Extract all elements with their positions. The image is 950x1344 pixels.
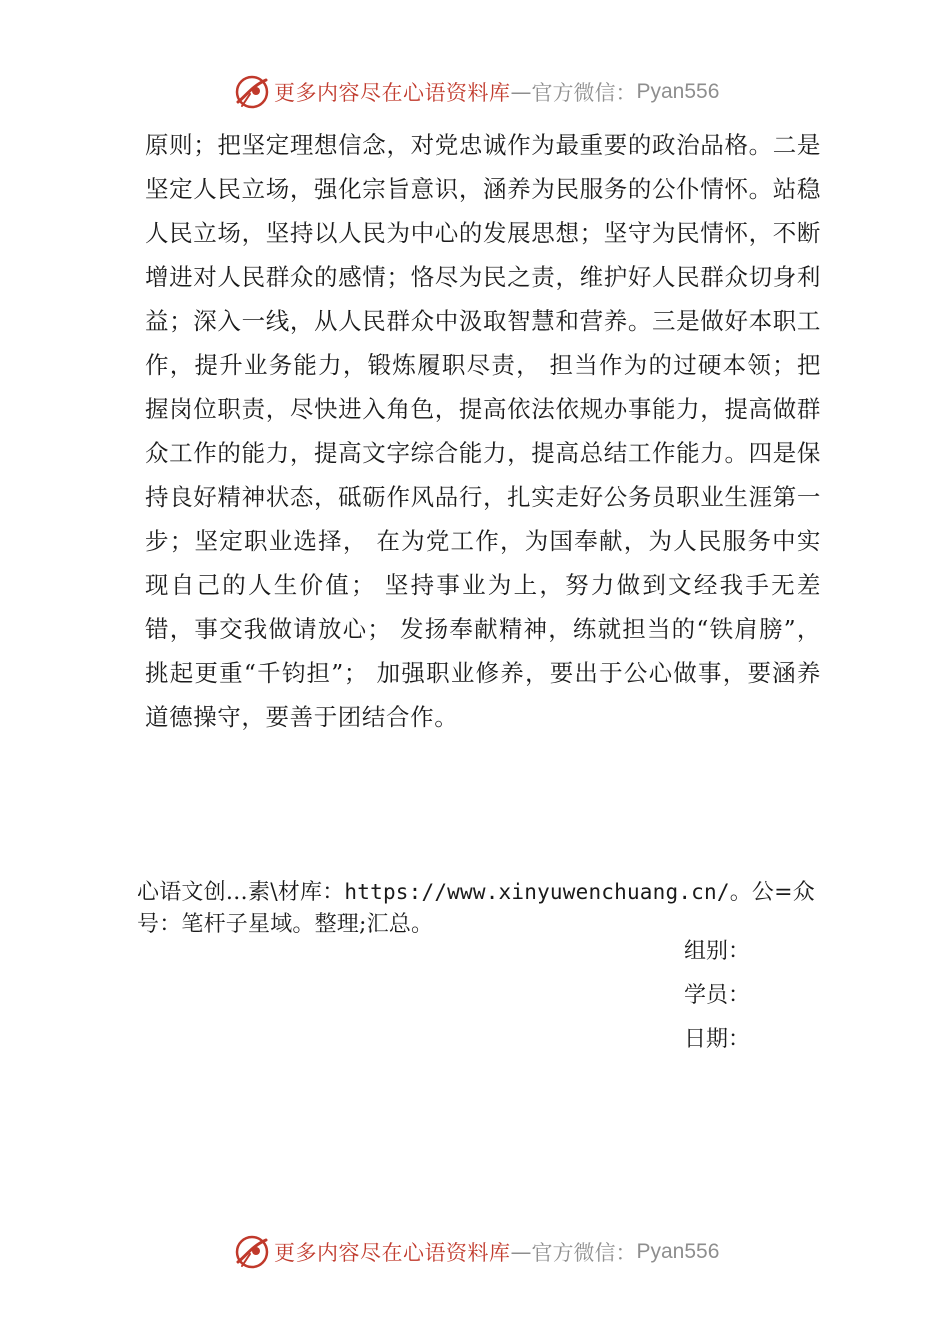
header-banner: [232, 72, 752, 112]
source-url: https://www.xinyuwenchuang.cn/: [344, 880, 730, 904]
banner-separator: —: [510, 1240, 532, 1264]
body-paragraph: 原则；把坚定理想信念，对党忠诚作为最重要的政治品格。二是坚定人民立场，强化宗旨意识，涵养为民服务的公仆情怀。站稳人民立场，坚持以人民为中心的发展思想；坚守为民情怀，不断增进对人民群众的感情；恪尽为民之责，维护好人民群众切身利益；深入一线，从人民群众中汲取智慧和营养。三是做好本职工作，提升业务能力，锻炼履职尽责， 担当作为的过硬本领；把握岗位职责，尽快进入角色，提高依法依规办事能力，提高做群众工作的能力，提高文字综合能力，提高总结工作能力。四是保持良好精神状态，砥砺作风品行，扎实走好公务员职业生涯第一步；坚定职业选择， 在为党工作，为国奉献，为人民服务中实现自己的人生价值； 坚持事业为上，努力做到文经我手无差错，事交我做请放心； 发扬奉献精神，练就担当的“铁肩膀”，挑起更重“千钧担”； 加强职业修养，要出于公心做事，要涵养道德操守，要善于团结合作。: [145, 131, 821, 731]
date-label: 日期：: [684, 1027, 751, 1052]
group-label: 组别：: [684, 939, 751, 964]
brand-logo-icon: [232, 1232, 272, 1272]
banner-separator: —: [510, 80, 532, 104]
brand-logo-icon: [232, 72, 272, 112]
banner-slogan: 更多内容尽在心语资料库: [274, 81, 511, 105]
student-label: 学员：: [684, 983, 751, 1008]
banner-wechat-label: 官方微信：: [531, 81, 637, 105]
banner-slogan: 更多内容尽在心语资料库: [274, 1241, 511, 1265]
signature-block: [684, 930, 884, 1062]
source-note-prefix: 心语文创…素\材库：: [137, 880, 345, 905]
source-note-suffix: 。公=众号：笔杆子星域。整理;汇总。: [137, 880, 815, 937]
banner-wechat-id: Pyan556: [636, 1240, 720, 1263]
banner-wechat-id: Pyan556: [636, 80, 720, 103]
banner-wechat-label: 官方微信：: [531, 1241, 637, 1265]
footer-banner: [232, 1232, 752, 1272]
